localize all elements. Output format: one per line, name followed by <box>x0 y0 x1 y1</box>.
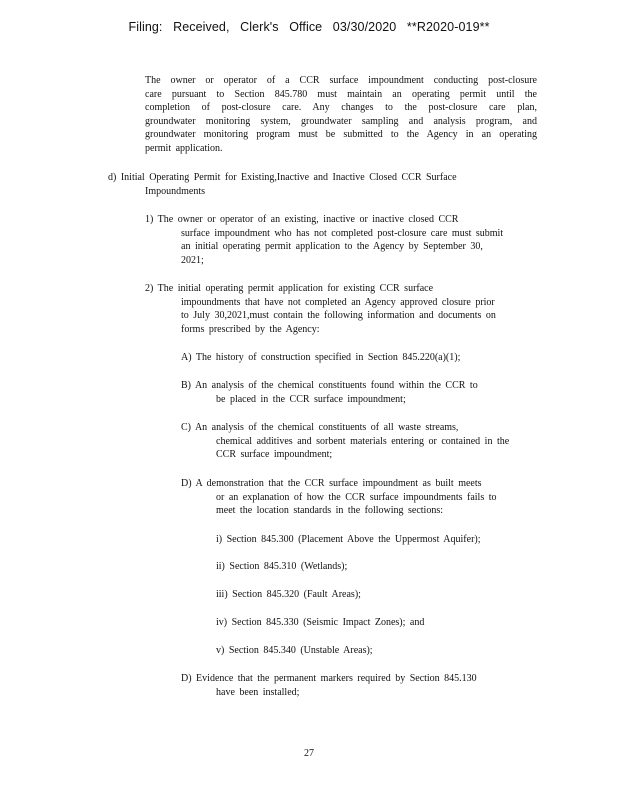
intro-line: completion of post-closure care. Any changes to the post-closure care plan, <box>145 102 537 114</box>
intro-line: The owner or operator of a CCR surface impoundment conducting post-closure <box>145 75 537 86</box>
page-number: 27 <box>304 748 314 759</box>
roman-item-iv <box>216 616 556 630</box>
sub-item-d-line: meet the location standards in the following sections: <box>216 505 444 517</box>
sub-item-a <box>181 351 561 365</box>
sub-item-d-line: or an explanation of how the CCR surface impoundments fails to <box>216 491 497 503</box>
roman-item-text: v) Section 845.340 (Unstable Areas); <box>216 645 373 656</box>
item-1-label: 1) <box>145 214 154 225</box>
intro-line: permit application. <box>145 142 223 154</box>
sub-item-c <box>181 421 561 462</box>
item-1-first-line <box>145 213 545 227</box>
intro-paragraph <box>145 74 537 156</box>
sub-item-b-first: B) An analysis of the chemical constituents found within the CCR to <box>181 380 478 391</box>
item-2-label: 2) <box>145 283 154 294</box>
section-d-line2: Impoundments <box>145 185 205 197</box>
item-2-line: forms prescribed by the Agency: <box>181 323 320 335</box>
roman-item-text: iv) Section 845.330 (Seismic Impact Zones); and <box>216 617 425 628</box>
item-2 <box>145 282 545 336</box>
intro-line: groundwater monitoring program must be submitted to the Agency in an operating <box>145 129 537 141</box>
intro-line: groundwater monitoring system, groundwater sampling and analysis program, and <box>145 115 537 127</box>
item-2-first-line <box>145 282 545 296</box>
roman-item-text: iii) Section 845.320 (Fault Areas); <box>216 589 361 600</box>
item-2-line: to July 30,2021,must contain the following information and documents on <box>181 310 496 322</box>
sub-item-c-first: C) An analysis of the chemical constituents of all waste streams, <box>181 422 459 433</box>
item-1-line: an initial operating permit application to the Agency by September 30, <box>181 241 483 253</box>
item-2-first-text: The initial operating permit application for existing CCR surface <box>157 283 434 294</box>
section-d-heading <box>108 171 508 198</box>
sub-item-d <box>181 477 561 518</box>
item-1-line: 2021; <box>181 254 204 266</box>
sub-item-d-evidence-rest: have been installed; <box>216 686 300 698</box>
roman-item-v <box>216 644 556 658</box>
roman-item-text: ii) Section 845.310 (Wetlands); <box>216 561 348 572</box>
item-2-line: impoundments that have not completed an Agency approved closure prior <box>181 296 495 308</box>
sub-item-b <box>181 379 561 406</box>
filing-header: Filing: Received, Clerk's Office 03/30/2020 **R2020-019** <box>128 20 490 34</box>
sub-item-b-rest: be placed in the CCR surface impoundment; <box>216 393 406 405</box>
item-1-first-text: The owner or operator of an existing, inactive or inactive closed CCR <box>157 214 459 225</box>
roman-item-text: i) Section 845.300 (Placement Above the Uppermost Aquifer); <box>216 534 481 545</box>
sub-item-d-first: D) A demonstration that the CCR surface impoundment as built meets <box>181 478 482 489</box>
sub-item-d-evidence-first: D) Evidence that the permanent markers required by Section 845.130 <box>181 673 477 684</box>
sub-item-c-line: CCR surface impoundment; <box>216 449 333 461</box>
item-1 <box>145 213 545 267</box>
item-1-line: surface impoundment who has not completed post-closure care must submit <box>181 227 504 239</box>
roman-item-ii <box>216 560 556 574</box>
roman-item-iii <box>216 588 556 602</box>
intro-line: care pursuant to Section 845.780 must maintain an operating permit until the <box>145 88 537 100</box>
sub-item-d-evidence <box>181 672 561 699</box>
sub-item-c-line: chemical additives and sorbent materials entering or contained in the <box>216 435 510 447</box>
sub-item-a-text: A) The history of construction specified in Section 845.220(a)(1); <box>181 352 461 363</box>
section-d-line1: d) Initial Operating Permit for Existing,Inactive and Inactive Closed CCR Surface <box>108 172 457 183</box>
roman-item-i <box>216 533 556 547</box>
